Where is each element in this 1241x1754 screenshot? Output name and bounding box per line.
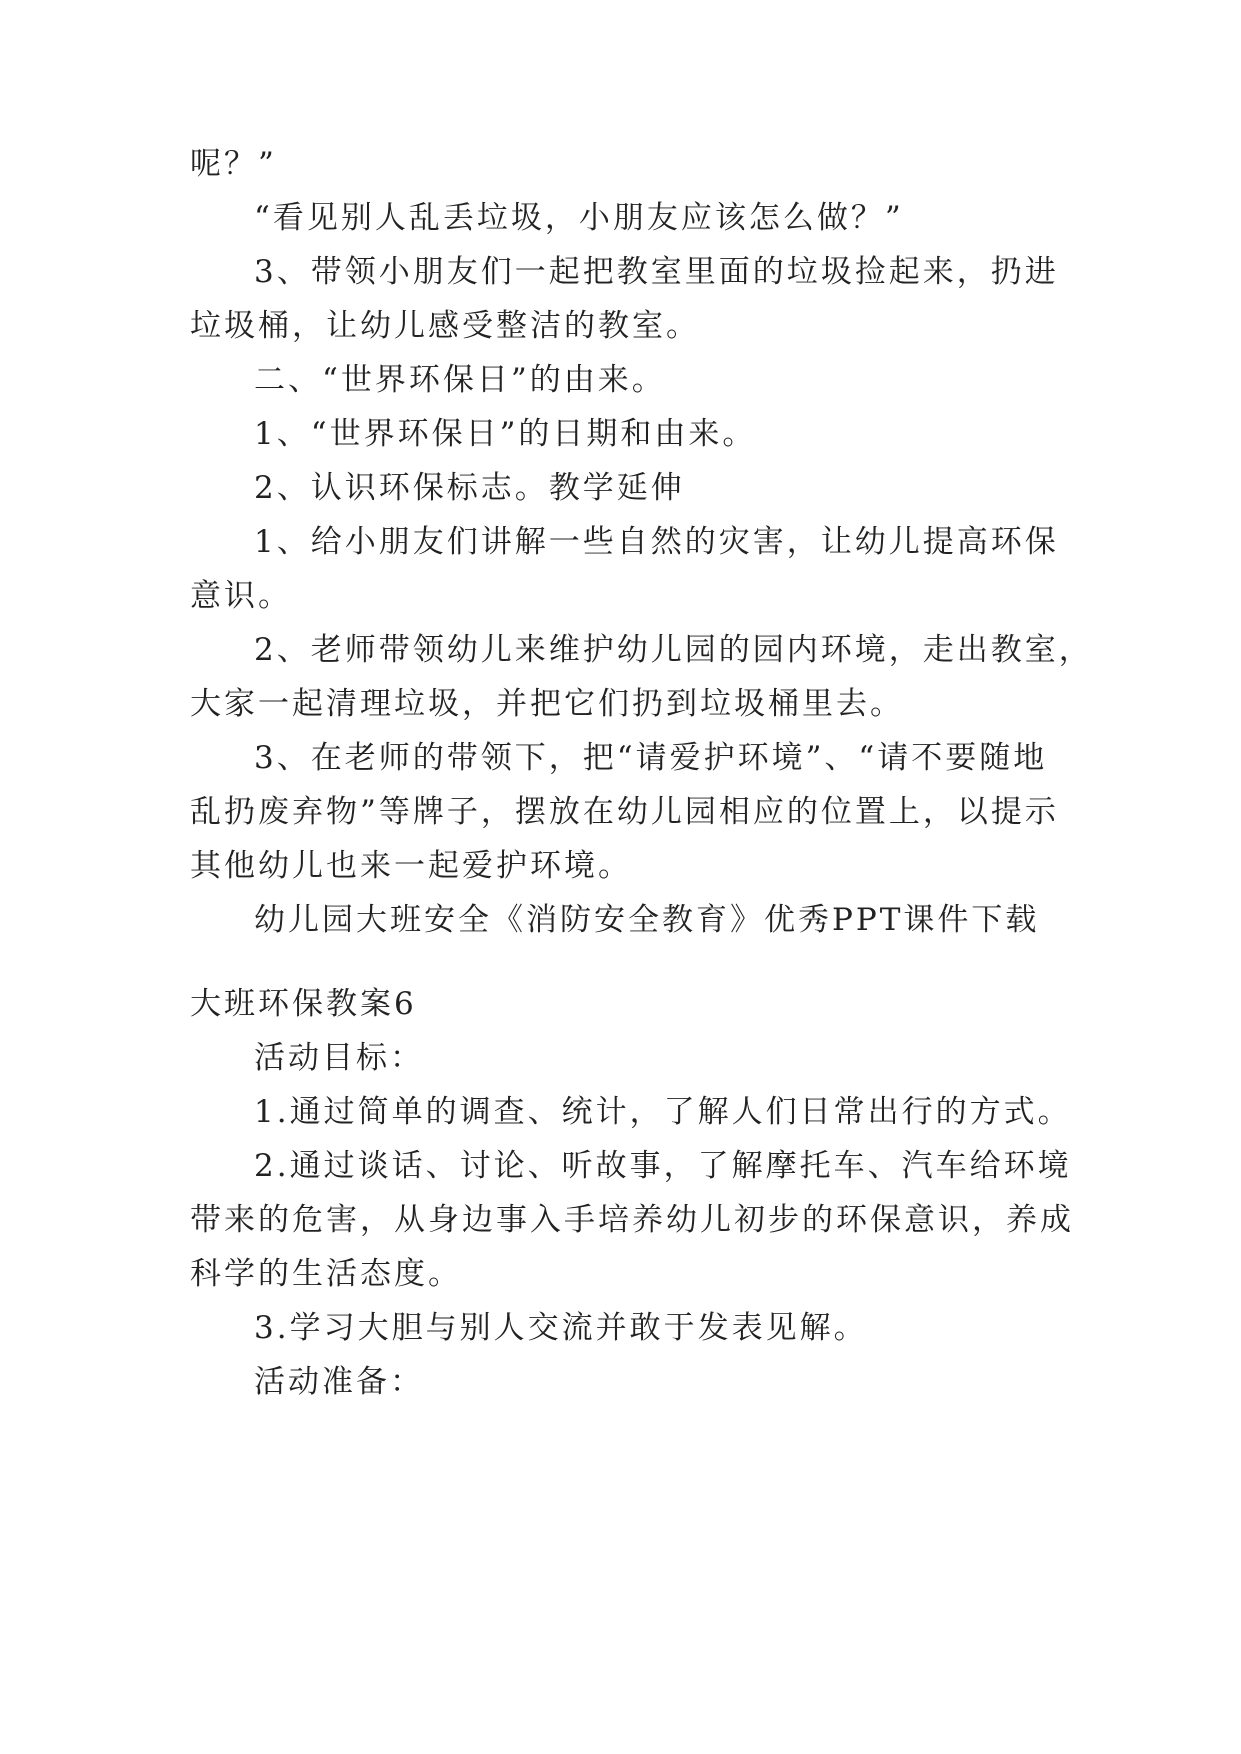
text-line-10: 2、老师带领幼儿来维护幼儿园的园内环境，走出教室， bbox=[254, 632, 1093, 668]
section-heading-origin: 二、“世界环保日”的由来。 bbox=[254, 362, 666, 398]
goal-2-line-3: 科学的生活态度。 bbox=[190, 1256, 462, 1292]
activity-prep-heading: 活动准备： bbox=[254, 1364, 424, 1400]
text-line-4: 垃圾桶，让幼儿感受整洁的教室。 bbox=[190, 308, 700, 344]
text-line-14: 其他幼儿也来一起爱护环境。 bbox=[190, 848, 632, 884]
text-line-13: 乱扔废弃物”等牌子，摆放在幼儿园相应的位置上，以提示 bbox=[190, 794, 1059, 830]
text-line-7: 2、认识环保标志。教学延伸 bbox=[254, 470, 685, 506]
text-line-12: 3、在老师的带领下，把“请爱护环境”、“请不要随地 bbox=[254, 740, 1048, 776]
text-line-6: 1、“世界环保日”的日期和由来。 bbox=[254, 416, 757, 452]
goal-3: 3.学习大胆与别人交流并敢于发表见解。 bbox=[254, 1310, 868, 1346]
goal-2-line-1: 2.通过谈话、讨论、听故事，了解摩托车、汽车给环境 bbox=[254, 1148, 1072, 1184]
lesson-title: 大班环保教案6 bbox=[190, 986, 417, 1022]
goal-1: 1.通过简单的调查、统计，了解人们日常出行的方式。 bbox=[254, 1094, 1072, 1130]
ppt-download-link: 幼儿园大班安全《消防安全教育》优秀PPT课件下载 bbox=[254, 902, 1040, 938]
goal-2-line-2: 带来的危害，从身边事入手培养幼儿初步的环保意识，养成 bbox=[190, 1202, 1074, 1238]
text-line-1: 呢？” bbox=[190, 146, 277, 182]
text-line-11: 大家一起清理垃圾，并把它们扔到垃圾桶里去。 bbox=[190, 686, 904, 722]
activity-goals-heading: 活动目标： bbox=[254, 1040, 424, 1076]
text-line-9: 意识。 bbox=[190, 578, 292, 614]
text-line-3: 3、带领小朋友们一起把教室里面的垃圾捡起来，扔进 bbox=[254, 254, 1059, 290]
text-line-8: 1、给小朋友们讲解一些自然的灾害，让幼儿提高环保 bbox=[254, 524, 1059, 560]
text-line-2: “看见别人乱丢垃圾，小朋友应该怎么做？” bbox=[254, 200, 904, 236]
